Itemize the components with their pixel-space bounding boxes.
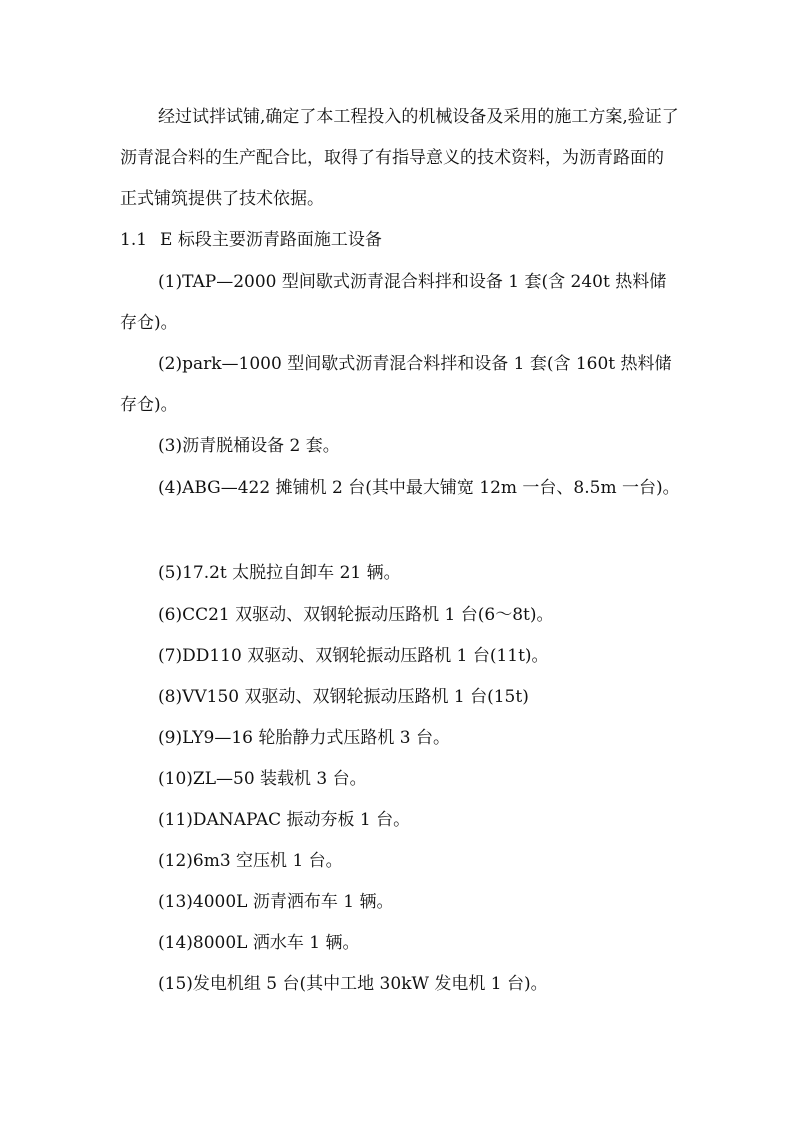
equipment-item-8: (8)VV150 双驱动、双钢轮振动压路机 1 台(15t): [158, 687, 529, 707]
section-title: E 标段主要沥青路面施工设备: [160, 230, 382, 250]
equipment-item-10: (10)ZL—50 装载机 3 台。: [158, 769, 367, 789]
equipment-item-9: (9)LY9—16 轮胎静力式压路机 3 台。: [158, 728, 450, 748]
equipment-item-1: (1)TAP—2000 型间歇式沥青混合料拌和设备 1 套(含 240t 热料储存仓)。: [120, 272, 667, 333]
equipment-item-6: (6)CC21 双驱动、双钢轮振动压路机 1 台(6～8t)。: [158, 605, 554, 625]
equipment-item-5: (5)17.2t 太脱拉自卸车 21 辆。: [158, 563, 401, 583]
equipment-item-3: (3)沥青脱桶设备 2 套。: [158, 436, 340, 456]
intro-paragraph: 经过试拌试铺,确定了本工程投入的机械设备及采用的施工方案,验证了沥青混合料的生产配合比，取得了有指导意义的技术资料，为沥青路面的正式铺筑提供了技术依据。: [120, 107, 679, 209]
equipment-item-4: (4)ABG—422 摊铺机 2 台(其中最大铺宽 12m 一台、8.5m 一台)。: [158, 478, 680, 498]
section-number: 1.1: [120, 230, 148, 250]
equipment-item-12: (12)6m3 空压机 1 台。: [158, 851, 343, 871]
equipment-item-2: (2)park—1000 型间歇式沥青混合料拌和设备 1 套(含 160t 热料储存仓)。: [120, 354, 672, 415]
equipment-item-7: (7)DD110 双驱动、双钢轮振动压路机 1 台(11t)。: [158, 646, 549, 666]
section-heading: [120, 220, 680, 261]
equipment-item-14: (14)8000L 洒水车 1 辆。: [158, 933, 360, 953]
equipment-item-11: (11)DANAPAC 振动夯板 1 台。: [158, 810, 411, 830]
equipment-item-15: (15)发电机组 5 台(其中工地 30kW 发电机 1 台)。: [158, 974, 548, 994]
equipment-item-13: (13)4000L 沥青洒布车 1 辆。: [158, 892, 394, 912]
